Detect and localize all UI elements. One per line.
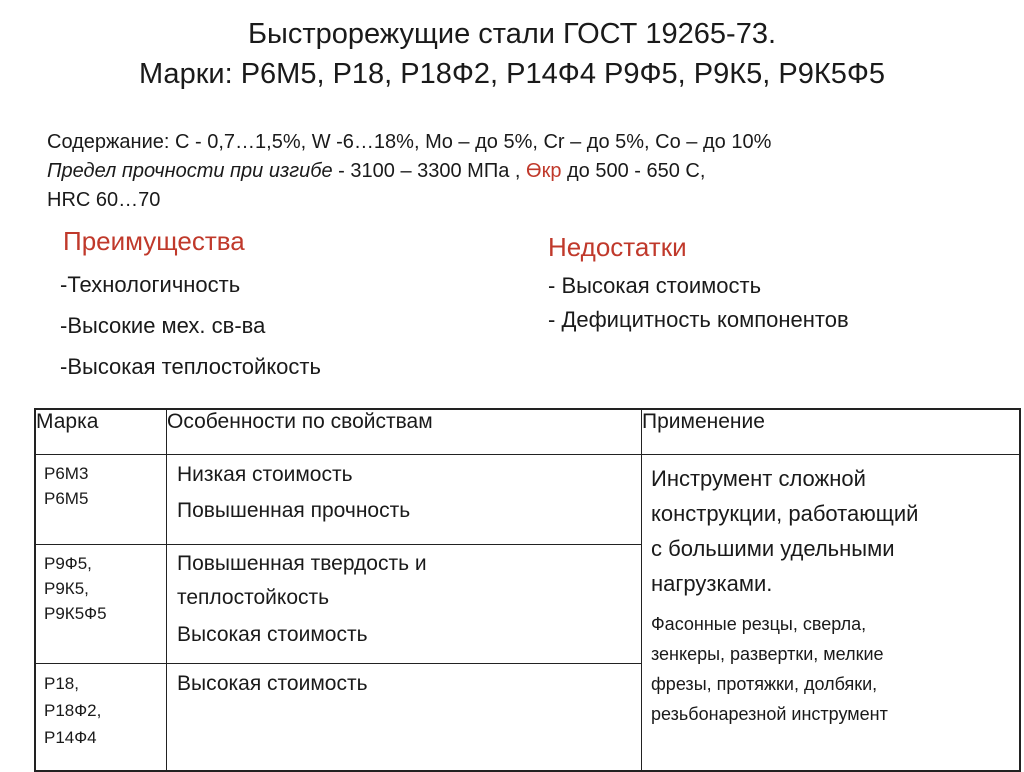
- advantage-item: -Технологичность: [60, 272, 241, 297]
- grade-name: Р6М3: [44, 464, 89, 483]
- header-application: Применение: [642, 409, 1021, 455]
- property-text: Повышенная твердость и: [177, 552, 427, 575]
- grade-name: Р9К5,: [44, 579, 89, 598]
- grade-name: Р9Ф5,: [44, 554, 92, 573]
- advantages-list: [60, 268, 321, 391]
- disadvantages-list: [548, 270, 849, 338]
- grade-cell: [35, 455, 167, 545]
- table-row: [35, 455, 1020, 545]
- title-line-2: Марки: Р6М5, Р18, Р18Ф2, Р14Ф4 Р9Ф5, Р9К5, Р9К5Ф5: [138, 58, 886, 90]
- composition-line: Содержание: C - 0,7…1,5%, W -6…18%, Mo – до 5%, Cr – до 5%, Co – до 10%: [47, 131, 772, 153]
- property-text: Высокая стоимость: [177, 623, 368, 646]
- header-properties: Особенности по свойствам: [167, 409, 642, 455]
- slide-title: [0, 14, 1024, 94]
- tools-line: зенкеры, развертки, мелкие: [651, 644, 884, 664]
- header-grade: Марка: [35, 409, 167, 455]
- tools-line: резьбонарезной инструмент: [651, 704, 888, 724]
- grade-cell: [35, 545, 167, 664]
- disadvantage-item: - Дефицитность компонентов: [548, 307, 849, 332]
- disadvantages-heading: Недостатки: [548, 232, 687, 262]
- application-main: [651, 461, 1019, 601]
- property-text: теплостойкость: [177, 586, 330, 609]
- hardness-line: HRC 60…70: [47, 189, 161, 211]
- table-header-row: [35, 409, 1020, 455]
- property-text: Повышенная прочность: [177, 499, 411, 522]
- application-cell: [642, 455, 1021, 772]
- composition-summary: [47, 128, 771, 215]
- application-line: конструкции, работающий: [651, 501, 919, 526]
- grade-name: Р14Ф4: [44, 728, 97, 747]
- steel-grades-table: [34, 408, 1021, 772]
- properties-cell: [167, 664, 642, 772]
- grade-name: Р9К5Ф5: [44, 604, 107, 623]
- advantage-item: -Высокие мех. св-ва: [60, 313, 266, 338]
- grade-cell: [35, 664, 167, 772]
- application-line: Инструмент сложной: [651, 466, 866, 491]
- properties-cell: [167, 545, 642, 664]
- application-line: с большими удельными: [651, 536, 895, 561]
- grade-name: Р18Ф2,: [44, 701, 102, 720]
- theta-symbol: Өкр: [526, 160, 562, 182]
- strength-line: [47, 157, 771, 186]
- application-tools: [651, 609, 1019, 729]
- grade-name: Р6М5: [44, 489, 89, 508]
- property-text: Высокая стоимость: [177, 672, 368, 695]
- properties-cell: [167, 455, 642, 545]
- strength-label: Предел прочности при изгибе: [47, 160, 333, 182]
- temperature-value: до 500 - 650 С,: [561, 160, 706, 182]
- application-line: нагрузками.: [651, 571, 773, 596]
- disadvantage-item: - Высокая стоимость: [548, 273, 762, 298]
- strength-value: - 3100 – 3300 МПа ,: [332, 160, 527, 182]
- tools-line: фрезы, протяжки, долбяки,: [651, 674, 878, 694]
- tools-line: Фасонные резцы, сверла,: [651, 614, 867, 634]
- advantage-item: -Высокая теплостойкость: [60, 354, 321, 379]
- property-text: Низкая стоимость: [177, 463, 353, 486]
- grade-name: Р18,: [44, 674, 79, 693]
- title-line-1: Быстрорежущие стали ГОСТ 19265-73.: [247, 18, 777, 50]
- advantages-heading: Преимущества: [63, 226, 245, 256]
